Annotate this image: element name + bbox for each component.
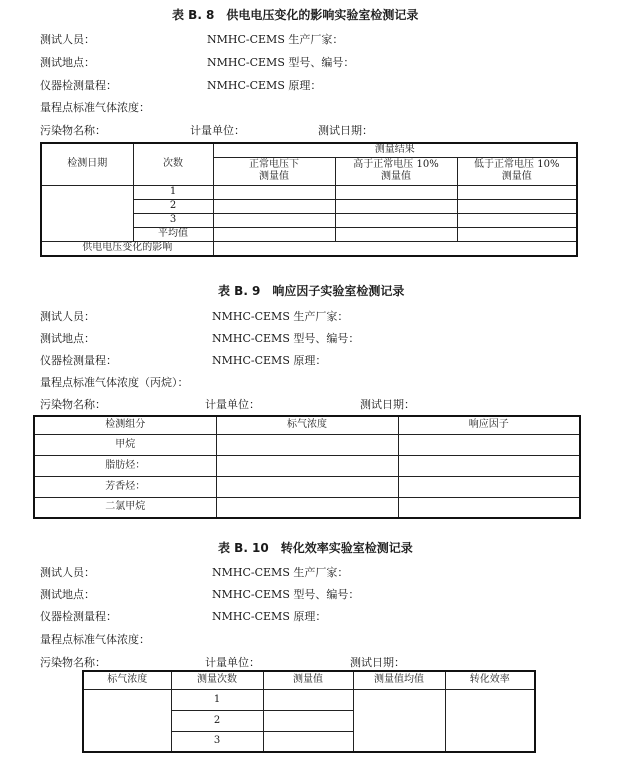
- b10-std-conc-cell[interactable]: [83, 689, 171, 752]
- b9-header-component: 检测组分: [34, 416, 216, 434]
- b8-value-cell[interactable]: [335, 227, 457, 241]
- b8-range-label: 仪器检测量程：: [40, 79, 117, 92]
- b8-unit-label: 计量单位：: [190, 124, 245, 137]
- b9-value-cell[interactable]: [216, 497, 398, 518]
- table-row: [34, 434, 580, 455]
- b8-value-cell[interactable]: [457, 213, 577, 227]
- b10-date-label: 测试日期：: [350, 656, 405, 669]
- b9-range-label: 仪器检测量程：: [40, 354, 117, 367]
- b9-component-cell: 二氯甲烷: [34, 497, 216, 518]
- b8-subheader-high: 高于正常电压 10% 测量值: [335, 157, 457, 185]
- b8-location-label: 测试地点：: [40, 56, 95, 69]
- b10-value-cell[interactable]: [263, 710, 353, 731]
- b8-value-cell[interactable]: [335, 213, 457, 227]
- b8-value-cell[interactable]: [213, 199, 335, 213]
- b9-value-cell[interactable]: [398, 455, 580, 476]
- table-row: [34, 455, 580, 476]
- table-row: [83, 689, 535, 710]
- b8-value-cell[interactable]: [457, 227, 577, 241]
- table-b10-title: 表 B. 10 转化效率实验室检测记录: [218, 541, 413, 555]
- b8-date-label: 测试日期：: [318, 124, 373, 137]
- b8-count-cell: 1: [133, 185, 213, 199]
- table-b8-title: 表 B. 8 供电电压变化的影响实验室检测记录: [172, 8, 419, 22]
- b9-tester-label: 测试人员：: [40, 310, 95, 323]
- b10-count-cell: 1: [171, 689, 263, 710]
- b10-header-value: 测量值: [263, 671, 353, 689]
- b9-component-cell: 甲烷: [34, 434, 216, 455]
- b8-value-cell[interactable]: [457, 199, 577, 213]
- b10-pollutant-label: 污染物名称：: [40, 656, 106, 669]
- b9-header-std-conc: 标气浓度: [216, 416, 398, 434]
- b8-value-cell[interactable]: [335, 199, 457, 213]
- b10-principle-label: NMHC-CEMS 原理：: [212, 610, 327, 623]
- b8-value-cell[interactable]: [213, 227, 335, 241]
- b9-std-gas-label: 量程点标准气体浓度（丙烷）：: [40, 376, 189, 389]
- b9-location-label: 测试地点：: [40, 332, 95, 345]
- b9-manufacturer-label: NMHC-CEMS 生产厂家：: [212, 310, 349, 323]
- b8-subheader-normal: 正常电压下 测量值: [213, 157, 335, 185]
- b9-value-cell[interactable]: [216, 455, 398, 476]
- b10-std-gas-label: 量程点标准气体浓度：: [40, 633, 150, 646]
- table-row: [41, 185, 577, 199]
- b8-std-gas-label: 量程点标准气体浓度：: [40, 101, 150, 114]
- b9-component-cell: 脂肪烃：: [34, 455, 216, 476]
- b10-manufacturer-label: NMHC-CEMS 生产厂家：: [212, 566, 349, 579]
- b8-header-results: 测量结果: [213, 143, 577, 157]
- b9-value-cell[interactable]: [216, 476, 398, 497]
- b9-principle-label: NMHC-CEMS 原理：: [212, 354, 327, 367]
- b8-subheader-low: 低于正常电压 10% 测量值: [457, 157, 577, 185]
- b10-efficiency-cell[interactable]: [445, 689, 535, 752]
- b8-count-cell: 2: [133, 199, 213, 213]
- b9-value-cell[interactable]: [398, 476, 580, 497]
- b9-value-cell[interactable]: [216, 434, 398, 455]
- b10-tester-label: 测试人员：: [40, 566, 95, 579]
- table-row: [41, 241, 577, 256]
- b10-range-label: 仪器检测量程：: [40, 610, 117, 623]
- b8-header-count: 次数: [133, 143, 213, 185]
- table-row: [34, 476, 580, 497]
- b8-avg-label: 平均值: [133, 227, 213, 241]
- b9-value-cell[interactable]: [398, 434, 580, 455]
- b8-effect-value[interactable]: [213, 241, 577, 256]
- b8-effect-label: 供电电压变化的影响: [41, 241, 213, 256]
- b10-unit-label: 计量单位：: [205, 656, 260, 669]
- b9-header-response-factor: 响应因子: [398, 416, 580, 434]
- b8-date-cell[interactable]: [41, 185, 133, 241]
- b9-model-label: NMHC-CEMS 型号、编号：: [212, 332, 360, 345]
- b10-header-efficiency: 转化效率: [445, 671, 535, 689]
- b8-value-cell[interactable]: [213, 213, 335, 227]
- b10-header-count: 测量次数: [171, 671, 263, 689]
- b10-header-mean: 测量值均值: [353, 671, 445, 689]
- b10-header-std-conc: 标气浓度: [83, 671, 171, 689]
- b9-component-cell: 芳香烃：: [34, 476, 216, 497]
- b8-value-cell[interactable]: [335, 185, 457, 199]
- b8-header-date: 检测日期: [41, 143, 133, 185]
- b8-value-cell[interactable]: [457, 185, 577, 199]
- b10-value-cell[interactable]: [263, 731, 353, 752]
- b8-tester-label: 测试人员：: [40, 33, 95, 46]
- table-b8: [40, 142, 578, 257]
- b8-count-cell: 3: [133, 213, 213, 227]
- table-b9-title: 表 B. 9 响应因子实验室检测记录: [218, 284, 405, 298]
- table-row: [34, 497, 580, 518]
- b8-principle-label: NMHC-CEMS 原理：: [207, 79, 322, 92]
- b10-value-cell[interactable]: [263, 689, 353, 710]
- table-b9: [33, 415, 581, 519]
- b10-location-label: 测试地点：: [40, 588, 95, 601]
- b9-value-cell[interactable]: [398, 497, 580, 518]
- b9-pollutant-label: 污染物名称：: [40, 398, 106, 411]
- b9-date-label: 测试日期：: [360, 398, 415, 411]
- b10-count-cell: 3: [171, 731, 263, 752]
- b8-value-cell[interactable]: [213, 185, 335, 199]
- b8-manufacturer-label: NMHC-CEMS 生产厂家：: [207, 33, 344, 46]
- table-b10: [82, 670, 536, 753]
- b10-model-label: NMHC-CEMS 型号、编号：: [212, 588, 360, 601]
- b9-unit-label: 计量单位：: [205, 398, 260, 411]
- b8-model-label: NMHC-CEMS 型号、编号：: [207, 56, 355, 69]
- b10-mean-cell[interactable]: [353, 689, 445, 752]
- b10-count-cell: 2: [171, 710, 263, 731]
- b8-pollutant-label: 污染物名称：: [40, 124, 106, 137]
